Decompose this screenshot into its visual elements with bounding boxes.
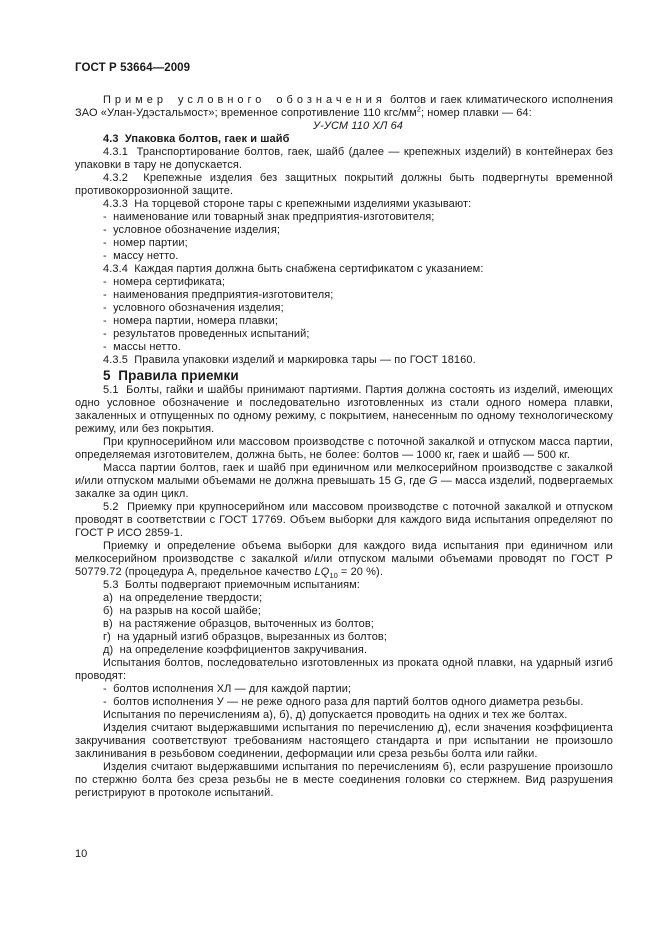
paragraph-list (75, 341, 613, 354)
text-run: - номера партии, номера плавки; (103, 315, 279, 327)
text-run: - условное обозначение изделия; (103, 224, 281, 236)
text-run-spaced: Пример условного обозначения (103, 94, 386, 106)
text-run: 5.1 Болты, гайки и шайбы принимают партиями. Партия должна состоять из изделий, имеющих одно условное обозначение и последовательно изготовленных из стали одного номера плавки, закаленных и отпущенных по одному режиму, с покрытием, нанесенным по одному технологическому режиму, или без покрытия. (75, 384, 613, 435)
paragraph-body (75, 501, 613, 540)
paragraph-section (75, 367, 613, 384)
paragraph-list (75, 211, 613, 224)
text-run: г) на ударный изгиб образцов, вырезанных из болтов; (103, 631, 388, 643)
text-run: 5 Правила приемки (103, 368, 239, 383)
text-run: - результатов проведенных испытаний; (103, 328, 310, 340)
text-run: = 20 %). (337, 566, 383, 578)
text-run: болтов и гаек климатического исполнения ЗАО «Улан-Удэстальмост»; временное сопротивление 110 кгс/мм (75, 94, 613, 119)
paragraph-list (75, 237, 613, 250)
paragraph-list (75, 289, 613, 302)
paragraph-body (75, 462, 613, 501)
text-run: - номера сертификата; (103, 276, 226, 288)
text-run-em: LQ (314, 566, 330, 578)
paragraph-body (75, 198, 613, 211)
paragraph-body (75, 436, 613, 462)
paragraph-body (75, 761, 613, 800)
paragraph-body (75, 540, 613, 579)
paragraph-h4 (75, 133, 613, 146)
paragraph-list (75, 315, 613, 328)
text-run: - наименование или товарный знак предприятия-изготовителя; (103, 211, 435, 223)
text-run: - наименования предприятия-изготовителя; (103, 289, 334, 301)
page-header: ГОСТ Р 53664—2009 (75, 62, 191, 74)
text-run: а) на определение твердости; (103, 592, 263, 604)
text-run: Масса партии болтов, гаек и шайб при единичном или мелкосерийном производстве с закалкой и/или отпуском малыми объемами не должна превышать 15 (75, 462, 613, 487)
paragraph-list (75, 631, 613, 644)
paragraph-list (75, 592, 613, 605)
paragraph-center (75, 120, 613, 133)
paragraph-list (75, 328, 613, 341)
paragraph-body (75, 172, 613, 198)
text-run: , где (402, 475, 429, 487)
text-run: Изделия считают выдержавшими испытания по перечислениям б), если разрушение произошло по стержню болта без среза резьбы не в месте соединения головки со стержнем. Вид разрушения регистрируют в протоколе испытаний. (75, 761, 613, 799)
text-run: - массу нетто. (103, 250, 179, 262)
text-run: 4.3.4 Каждая партия должна быть снабжена сертификатом с указанием: (103, 263, 484, 275)
text-run: 5.2 Приемку при крупносерийном или массовом производстве с поточной закалкой и отпуском проводят в соответствии с ГОСТ 17769. Объем выборки для каждого вида испытания определяют по ГОСТ Р ИСО 2859-1. (75, 501, 613, 539)
paragraph-body (75, 657, 613, 683)
paragraph-list (75, 605, 613, 618)
page-number: 10 (75, 848, 88, 860)
paragraph-body (75, 384, 613, 436)
text-run: Приемку и определение объема выборки для каждого вида испытания при единичном или мелкосерийном производстве с закалкой и/или отпуском малыми объемами проводят по ГОСТ Р 50779.72 (процедура А, предельное качество (75, 540, 613, 578)
text-run: 4.3.1 Транспортирование болтов, гаек, шайб (далее — крепежных изделий) в контейнерах без упаковки в тару не допускается. (75, 146, 613, 171)
paragraph-body (75, 263, 613, 276)
text-run-em: G (428, 475, 438, 487)
text-run: Испытания по перечислениям а), б), д) допускается проводить на одних и тех же болтах. (103, 709, 568, 721)
paragraph-list (75, 250, 613, 263)
text-run: При крупносерийном или массовом производстве с поточной закалкой и отпуском масса партии, определяемая изготовителем, должна быть, не более: болтов — 1000 кг, гаек и шайб — 500 кг. (75, 436, 613, 461)
text-run: У-УСМ 110 ХЛ 64 (312, 120, 404, 132)
paragraph-list (75, 224, 613, 237)
text-run: д) на определение коэффициентов закручивания. (103, 644, 368, 656)
paragraph-body (75, 146, 613, 172)
text-run: - номер партии; (103, 237, 188, 249)
text-run: в) на растяжение образцов, выточенных из болтов; (103, 618, 374, 630)
text-run: - условного обозначения изделия; (103, 302, 284, 314)
paragraph-body (75, 579, 613, 592)
text-run: 4.3.3 На торцевой стороне тары с крепежными изделиями указывают: (103, 198, 472, 210)
text-run: 4.3.2 Крепежные изделия без защитных покрытий должны быть подвергнуты временной противокоррозионной защите. (75, 172, 613, 197)
paragraph-example (75, 94, 613, 120)
text-run: — масса изделий, подвергаемых закалке за один цикл. (75, 475, 613, 500)
document-body (75, 62, 613, 800)
paragraph-list (75, 302, 613, 315)
paragraph-body (75, 709, 613, 722)
text-run-em: G (394, 475, 403, 487)
paragraph-list (75, 618, 613, 631)
paragraph-body (75, 722, 613, 761)
text-run: Испытания болтов, последовательно изготовленных из проката одной плавки, на ударный изгиб проводят: (75, 657, 613, 682)
paragraph-body (75, 354, 613, 367)
text-run: - болтов исполнения ХЛ — для каждой партии; (103, 683, 352, 695)
text-run: 5.3 Болты подвергают приемочным испытаниям: (103, 579, 360, 591)
text-run: - болтов исполнения У — не реже одного раза для партий болтов одного диаметра резьбы. (103, 696, 584, 708)
text-run-sup: 2 (416, 104, 421, 114)
text-run: Изделия считают выдержавшими испытания по перечислению д), если значения коэффициента закручивания соответствуют требованиям настоящего стандарта и при испытании не произошло заклинивания в резьбовом соединении, деформации или среза резьбы болта или гайки. (75, 722, 613, 760)
paragraph-list (75, 276, 613, 289)
text-run: ; номер плавки — 64: (420, 107, 532, 119)
text-run: 4.3 Упаковка болтов, гаек и шайб (103, 133, 290, 145)
text-run: - массы нетто. (103, 341, 181, 353)
text-run: б) на разрыв на косой шайбе; (103, 605, 261, 617)
paragraph-list (75, 696, 613, 709)
paragraph-list (75, 683, 613, 696)
paragraph-list (75, 644, 613, 657)
text-run: 4.3.5 Правила упаковки изделий и маркировка тары — по ГОСТ 18160. (103, 354, 476, 366)
text-run-sub: 10 (329, 571, 338, 581)
